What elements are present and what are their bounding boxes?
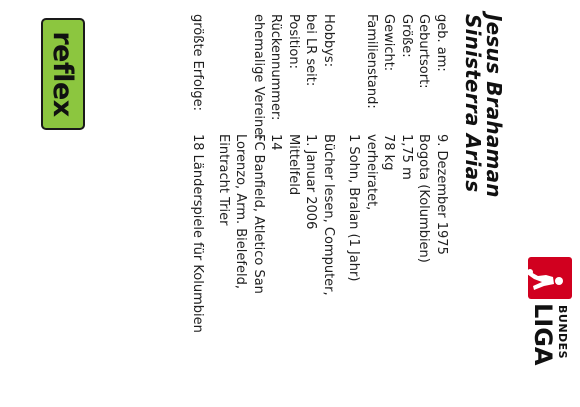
fact-value: 1,75 m (399, 134, 414, 180)
fact-row (345, 14, 363, 404)
fact-value: Eintracht Trier (216, 134, 231, 226)
fact-label: Größe: (399, 14, 414, 58)
fact-row (380, 14, 398, 404)
reflex-sponsor-badge (41, 18, 85, 130)
fact-value: 78 kg (381, 134, 397, 171)
fact-value: Bogota (Kolumbien) (416, 134, 432, 263)
fact-row (232, 14, 250, 404)
fact-row (189, 14, 207, 404)
fact-label: Familienstand: (364, 14, 379, 109)
bundesliga-mark-icon (528, 257, 572, 299)
fact-row (250, 14, 268, 404)
player-name (462, 14, 504, 198)
fact-row (285, 14, 303, 404)
fact-row (398, 14, 416, 404)
fact-label: Position: (286, 14, 301, 69)
fact-label: größte Erfolge: (190, 14, 206, 112)
logo-bundes-text: BUNDES (556, 305, 569, 360)
fact-value: Bücher lesen, Computer, (321, 134, 336, 296)
fact-row (415, 14, 433, 404)
fact-label (215, 14, 233, 134)
fact-value: 18 Länderspiele für Kolumbien (190, 134, 206, 333)
bundesliga-logo (507, 255, 577, 405)
fact-row (267, 14, 285, 404)
fact-label: Rückennummer: (268, 14, 284, 121)
fact-label: bei LR seit: (303, 14, 319, 87)
fact-label (232, 14, 250, 134)
player-name-line-2: Sinisterra Arias (461, 14, 485, 193)
fact-value: 14 (268, 134, 284, 151)
fact-label (345, 14, 363, 134)
player-name-line-1: Jesus Brahaman (482, 14, 506, 198)
fact-value: Mittelfeld (286, 134, 301, 196)
fact-label: Geburtsort: (416, 14, 432, 89)
fact-value: 1. Januar 2006 (303, 134, 319, 230)
fact-label: geb. am: (434, 14, 449, 72)
player-silhouette-icon (526, 269, 564, 291)
fact-row (320, 14, 338, 404)
fact-row (433, 14, 451, 404)
fact-value: 9. Dezember 1975 (434, 134, 449, 255)
reflex-logo-text: reflex (47, 31, 79, 117)
fact-row (215, 14, 233, 404)
logo-liga-text: LIGA (529, 303, 557, 366)
fact-value: FC Banfield, Atletico San (251, 134, 266, 294)
fact-label: Gewicht: (381, 14, 397, 72)
fact-value: Lorenzo, Arm. Bielefeld, (233, 134, 249, 289)
player-facts (189, 14, 450, 404)
fact-value: verheiratet, (364, 134, 379, 211)
fact-label: ehemalige Vereine: (251, 14, 266, 140)
fact-value: 1 Sohn, Bralan (1 Jahr) (346, 134, 362, 282)
fact-label: Hobbys: (321, 14, 336, 68)
fact-row (302, 14, 320, 404)
fact-row (363, 14, 381, 404)
